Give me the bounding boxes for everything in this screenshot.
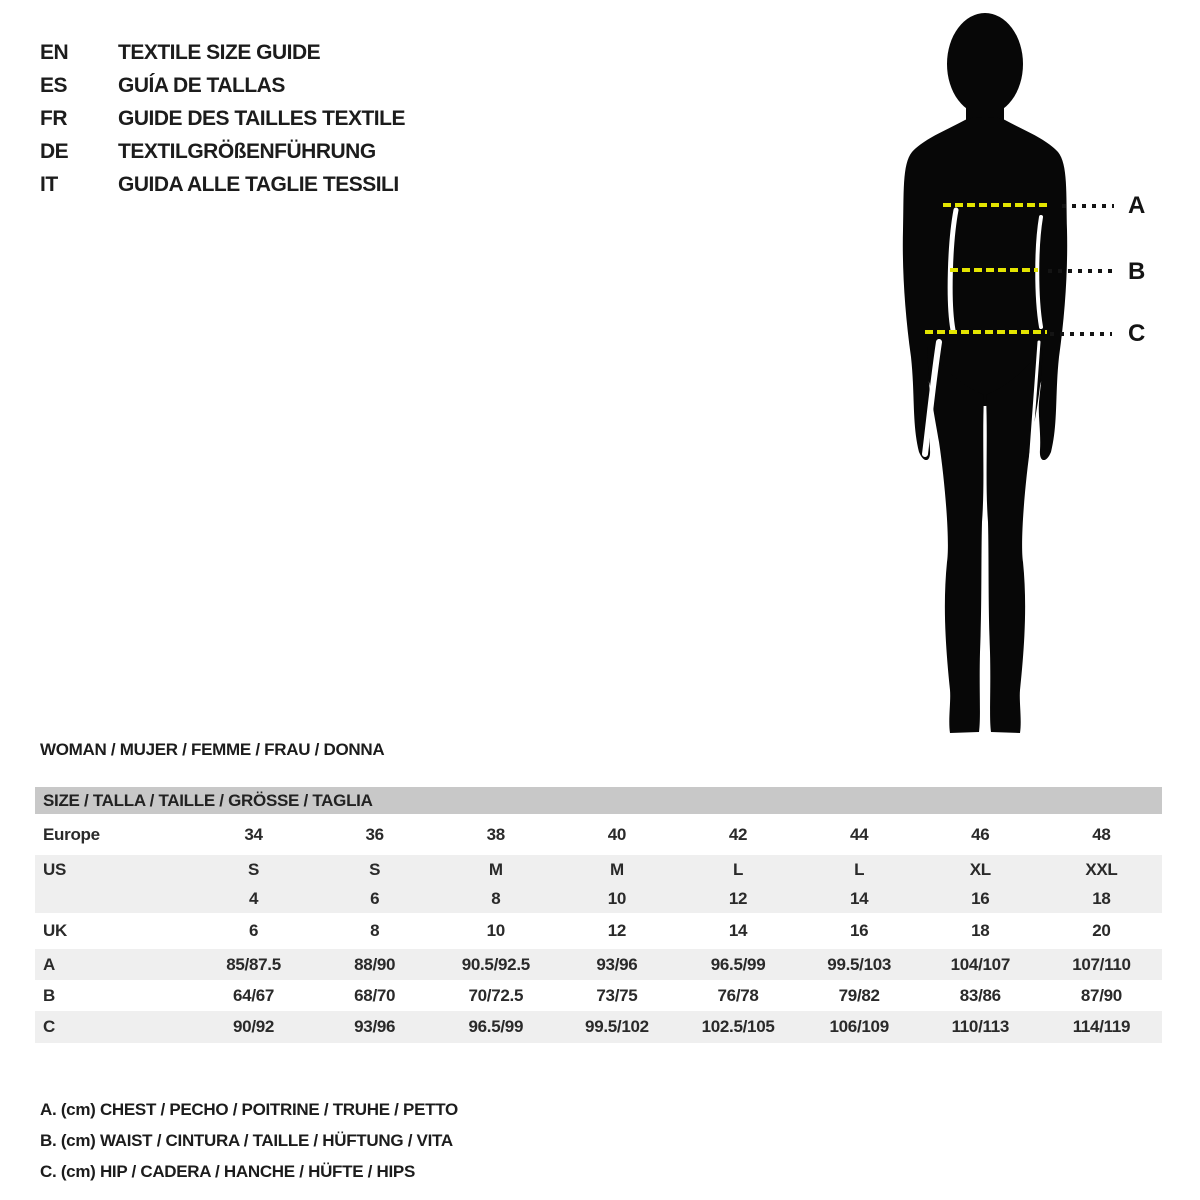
table-cell: 104/107 [950,954,1010,974]
silhouette-left-leg [927,347,984,733]
table-cell: L [733,859,744,879]
table-cell: 48 [1092,824,1111,844]
table-cell: 106/109 [829,1017,889,1036]
language-title: GUIDE DES TAILLES TEXTILE [118,106,405,130]
table-row [35,1011,1162,1043]
table-cell: 38 [486,824,505,844]
table-cell: 70/72.5 [468,985,524,1005]
table-cell: 8 [370,921,380,940]
table-row [35,913,1162,949]
table-row [35,884,1162,913]
language-row [40,69,405,102]
table-cell: 93/96 [354,1017,396,1036]
language-row [40,36,405,69]
row-label: B [43,985,55,1005]
language-title: TEXTILGRÖßENFÜHRUNG [118,139,376,163]
waist-callout-line [1048,269,1112,273]
table-cell: 40 [607,824,627,844]
row-label: A [43,954,55,974]
table-cell: 64/67 [233,985,275,1005]
table-cell: 107/110 [1072,954,1131,974]
legend-line: B. (cm) WAIST / CINTURA / TAILLE / HÜFTUNG / VITA [40,1131,453,1150]
hip-measure-line [925,330,1047,334]
table-cell: S [248,859,260,879]
waist-measure-line [950,268,1038,272]
table-cell: 20 [1092,921,1111,940]
size-table-header: SIZE / TALLA / TAILLE / GRÖSSE / TAGLIA [35,787,1162,814]
table-cell: 99.5/102 [585,1017,649,1036]
chest-measure-line [943,203,1047,207]
table-cell: 90/92 [233,1017,275,1036]
row-label: C [43,1017,55,1036]
table-cell: M [488,859,503,879]
table-cell: 68/70 [354,985,396,1005]
table-cell: 10 [486,921,505,940]
language-title: GUÍA DE TALLAS [118,73,285,97]
table-cell: XXL [1085,859,1118,879]
table-cell: 12 [607,921,627,940]
table-cell: 83/86 [959,985,1001,1005]
table-row [35,980,1162,1011]
language-code: ES [40,73,68,97]
size-table-body [35,814,1162,1043]
language-row [40,135,405,168]
table-row [35,855,1162,884]
row-label: US [43,859,67,879]
table-cell: 102.5/105 [701,1017,775,1036]
table-cell: 99.5/103 [827,954,892,974]
chest-label: A [1128,192,1146,219]
hip-callout-line [1050,332,1112,336]
row-label: Europe [43,824,100,844]
table-cell: 18 [1092,888,1111,908]
language-list [40,36,405,201]
table-cell: 88/90 [354,954,396,974]
table-row [35,814,1162,855]
table-cell: 93/96 [596,954,638,974]
language-title: GUIDA ALLE TAGLIE TESSILI [118,172,399,196]
waist-label: B [1128,258,1146,285]
language-code: IT [40,172,58,196]
table-cell: 114/119 [1072,1017,1131,1036]
language-row [40,102,405,135]
size-figure [855,2,1175,747]
table-cell: 4 [248,888,259,908]
table-row [35,949,1162,980]
table-cell: 110/113 [951,1017,1010,1036]
table-cell: 96.5/99 [710,954,766,974]
table-cell: 16 [971,888,990,908]
table-cell: 79/82 [838,985,880,1005]
table-cell: 85/87.5 [226,954,281,974]
row-label: UK [43,921,67,940]
table-cell: 44 [850,824,869,844]
table-cell: 90.5/92.5 [461,954,530,974]
table-cell: 6 [248,921,259,940]
language-row [40,168,405,201]
table-cell: 18 [971,921,990,940]
table-cell: 42 [728,824,748,844]
language-title: TEXTILE SIZE GUIDE [118,40,321,64]
table-cell: 96.5/99 [468,1017,524,1036]
language-code: DE [40,139,69,163]
table-cell: 10 [607,888,627,908]
measurement-legend [40,1094,458,1187]
table-cell: 87/90 [1080,985,1122,1005]
table-cell: 14 [850,888,869,908]
legend-line: A. (cm) CHEST / PECHO / POITRINE / TRUHE / PETTO [40,1100,458,1119]
language-code: FR [40,106,67,130]
hip-label: C [1128,320,1146,347]
table-cell: 8 [491,888,501,908]
woman-silhouette [855,2,1115,747]
table-cell: 46 [971,824,990,844]
table-cell: 14 [728,921,748,940]
table-cell: S [369,859,381,879]
table-cell: XL [969,859,991,879]
language-code: EN [40,40,69,64]
legend-line: C. (cm) HIP / CADERA / HANCHE / HÜFTE / HIPS [40,1162,416,1181]
table-cell: 76/78 [717,985,759,1005]
chest-callout-line [1062,204,1114,208]
gender-heading: WOMAN / MUJER / FEMME / FRAU / DONNA [40,740,385,759]
table-cell: L [854,859,865,879]
table-cell: 36 [365,824,384,844]
table-cell: 73/75 [596,985,638,1005]
table-cell: 6 [370,888,380,908]
table-cell: 16 [850,921,869,940]
table-cell: M [610,859,624,879]
size-table [35,787,1162,1043]
table-cell: 12 [728,888,748,908]
table-cell: 34 [244,824,263,844]
